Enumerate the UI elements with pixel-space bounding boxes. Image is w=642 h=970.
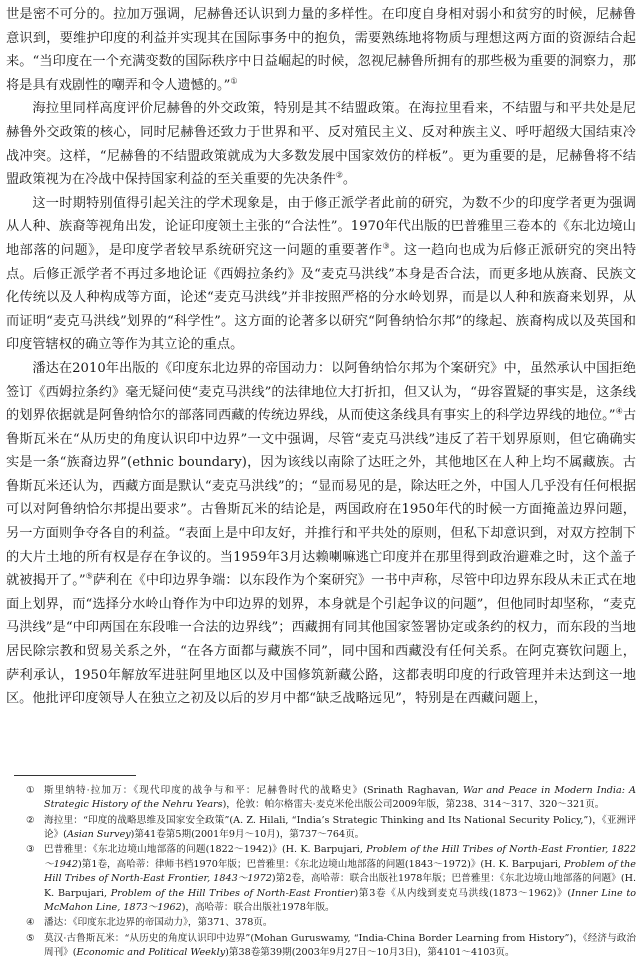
footnote-mark: ② [26, 814, 35, 826]
main-text [6, 3, 636, 711]
footnote-text: 斯里纳特·拉加万：《现代印度的战争与和平：尼赫鲁时代的战略史》(Srinath Raghavan, War and Peace in Modern India: A Strategic History of the Nehru Years)，伦敦：帕尔格雷夫·麦克米伦出版公司2009年版，第238、314～317、320～321页。 [44, 784, 636, 811]
note-ref-5[interactable]: ⑤ [85, 571, 93, 581]
note-ref-4[interactable]: ④ [615, 406, 623, 416]
paragraph-1: 世是密不可分的。拉加万强调，尼赫鲁还认识到力量的多样性。在印度自身相对弱小和贫穷的时候，尼赫鲁意识到，要维护印度的利益并实现其在国际事务中的抱负，需要熟练地将物质与理想这两方面的资源结合起来。“当印度在一个充满变数的国际秩序中日益崛起的时候，忽视尼赫鲁所拥有的那些极为重要的洞察力，那将是具有戏剧性的嘲弄和令人遗憾的。”① [6, 7, 636, 93]
footnote-3 [6, 843, 636, 915]
paragraph-4: 潘达在2010年出版的《印度东北边界的帝国动力：以阿鲁纳恰尔邦为个案研究》中，虽然承认中国拒绝签订《西姆拉条约》毫无疑问使“麦克马洪线”的法律地位大打折扣，但又认为，“毋容置疑的事实是，这条线的划界依据就是阿鲁纳恰尔的部落同西藏的传统边界线，从而使这条线具有事实上的科学边界线的地位。”④古鲁斯瓦米在“从历史的角度认识印中边界”一文中强调，尽管“麦克马洪线”违反了若干划界原则，但它确确实实是一条“族裔边界”(ethnic boundary)，因为该线以南除了达旺之外，其他地区在人种上均不属藏族。古鲁斯瓦米还认为，西藏方面是默认“麦克马洪线”的；“显而易见的是，除达旺之外，中国人几乎没有任何根据可以对阿鲁纳恰尔邦提出要求”。古鲁斯瓦米的结论是，两国政府在1950年代的时候一方面掩盖边界问题，另一方面则争夺各自的利益。“表面上是中印友好，并推行和平共处的原则，但私下却意识到，对双方控制下的大片土地的所有权是存在争议的。当1959年3月达赖喇嘛逃亡印度并在那里得到政治避难之时，这个盖子就被揭开了。”⑤萨利在《中印边界争端：以东段作为个案研究》一书中声称，尽管中印边界东段从未正式在地面上划界，而“选择分水岭山脊作为中印边界的划界，本身就是个引起争议的问题”，但他同时却坚称，“麦克马洪线”是“中印两国在东段唯一合法的边界线”；西藏拥有同其他国家签署协定或条约的权力，而东段的当地居民除宗教和贸易关系之外，“在各方面都与藏族不同”，同中国和西藏没有任何关系。在阿克赛钦问题上，萨利承认，1950年解放军进驻阿里地区以及中国修筑新藏公路，这都表明印度的行政管理并未达到这一地区。他批评印度领导人在独立之初及以后的岁月中都“缺乏战略远见”，特别是在西藏问题上， [6, 360, 637, 707]
footnote-divider [14, 775, 136, 776]
paragraph-2: 海拉里同样高度评价尼赫鲁的外交政策，特别是其不结盟政策。在海拉里看来，不结盟与和平共处是尼赫鲁外交政策的核心，同时尼赫鲁还致力于世界和平、反对殖民主义、反对种族主义、呼吁超级大国结束冷战冲突。这样，“尼赫鲁的不结盟政策就成为大多数发展中国家效仿的样板”。更为重要的是，尼赫鲁将不结盟政策视为在冷战中保持国家利益的至关重要的先决条件②。 [6, 101, 636, 188]
footnote-text: 海拉里：“印度的战略思维及国家安全政策”(A. Z. Hilali, “India’s Strategic Thinking and Its National Security Policy,”)，《亚洲评论》(Asian Survey)第41卷第5期(2001年9月～10月)，第737～764页。 [44, 814, 636, 841]
note-ref-3[interactable]: ③ [382, 241, 391, 251]
footnote-mark: ③ [26, 844, 35, 856]
footnote-mark: ④ [26, 917, 35, 929]
note-ref-1[interactable]: ① [230, 76, 238, 86]
footnote-text: 巴普雅里：《东北边境山地部落的问题(1822～1942)》(H. K. Barpujari, Problem of the Hill Tribes of North-East Frontier, 1822～1942)第1卷，高哈蒂：律师书档1970年版；巴普雅里：《东北边境山地部落的问题(1843～1972)》(H. K. Barpujari, Problem of the Hill Tribes of North-East Frontier, 1843～1972)第2卷，高哈蒂：联合出版社1978年版；巴普雅里：《东北边境山地部落的问题》(H. K. Barpujari, Problem of the Hill Tribes of North-East Frontier)第3卷《从内线到麦克马洪线(1873～1962)》(Inner Line to McMahon Line, 1873～1962)，高哈蒂：联合出版社1978年版。 [44, 844, 637, 914]
footnote-1 [6, 784, 636, 813]
footnote-4 [6, 916, 636, 930]
footnote-text: 莫汉·古鲁斯瓦米：“从历史的角度认识印中边界”(Mohan Guruswamy, “India-China Border Learning from History”)，《经济与政治周刊》(Economic and Political Weekly)第38卷第39期(2003年9月27日～10月3日)，第4101～4103页。 [44, 932, 636, 959]
footnote-mark: ⑤ [26, 932, 35, 944]
footnote-mark: ① [26, 784, 35, 796]
footnote-5 [6, 932, 636, 961]
footnotes [6, 784, 636, 961]
footnote-text: 潘达：《印度东北边界的帝国动力》，第371、378页。 [44, 917, 273, 929]
paragraph-3: 这一时期特别值得引起关注的学术现象是，由于修正派学者此前的研究，为数不少的印度学者更为强调从人种、族裔等视角出发，论证印度领土主张的“合法性”。1970年代出版的巴普雅里三卷本的《东北边境山地部落的问题》，是印度学者较早系统研究这一问题的重要著作③。这一趋向也成为后修正派研究的突出特点。后修正派学者不再过多地论证《西姆拉条约》及“麦克马洪线”本身是否合法，而更多地从族裔、民族文化传统以及人种构成等方面，论述“麦克马洪线”并非按照严格的分水岭划界，而是以人种和族裔来划界，从而证明“麦克马洪线”划界的“科学性”。这方面的论著多以研究“阿鲁纳恰尔邦”的缘起、族裔构成以及英国和印度管辖权的确立等作为其立论的重点。 [6, 195, 637, 353]
note-ref-2[interactable]: ② [335, 170, 343, 180]
footnote-2 [6, 814, 636, 843]
